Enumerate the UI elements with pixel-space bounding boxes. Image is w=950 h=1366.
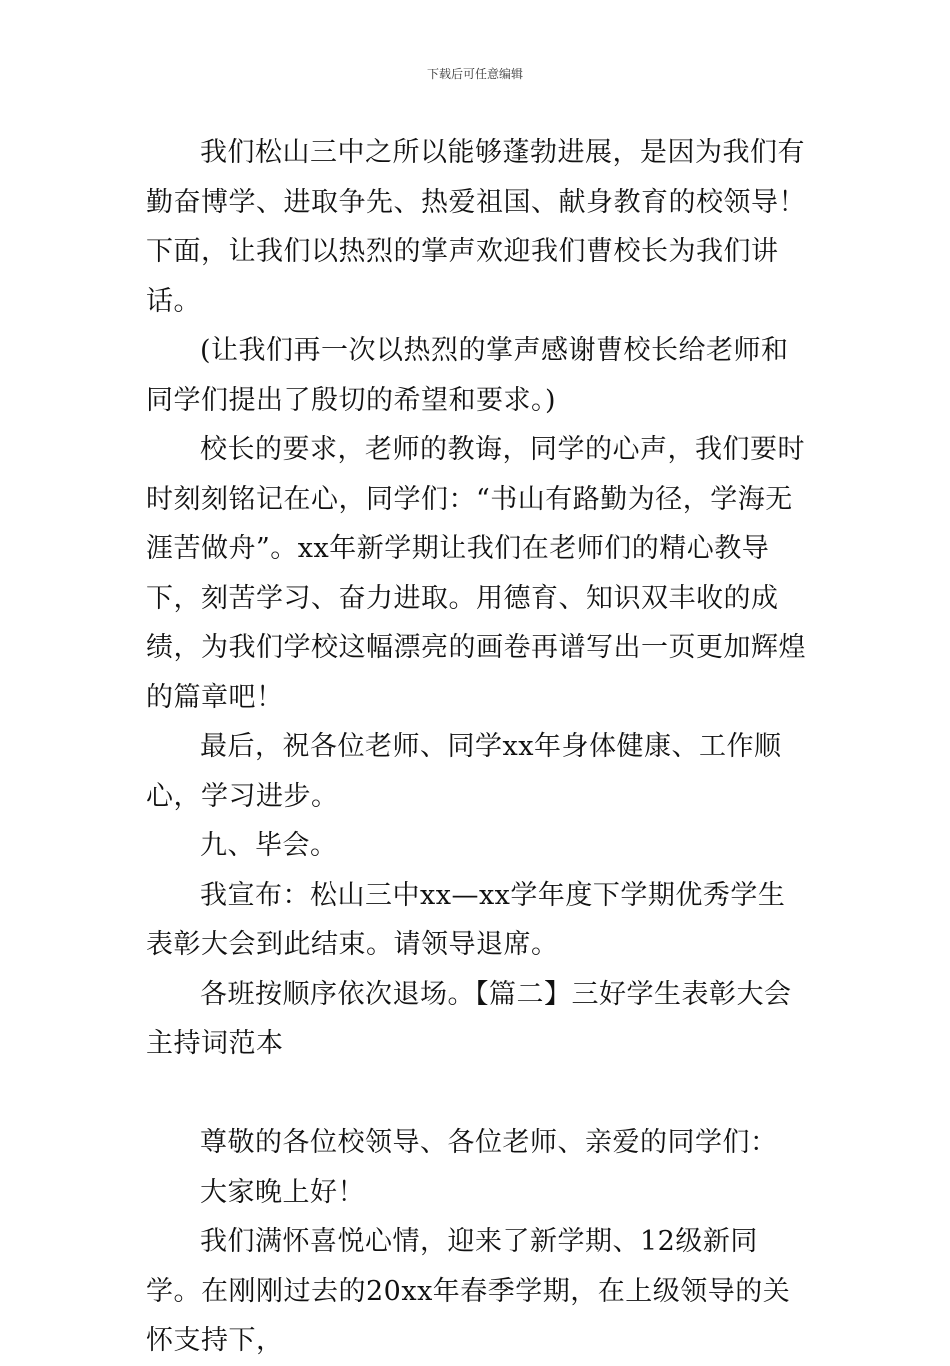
salutation: 尊敬的各位校领导、各位老师、亲爱的同学们： <box>200 1127 778 1158</box>
paragraph-4: 最后，祝各位老师、同学xx年身体健康、工作顺心，学习进步。 <box>146 731 782 812</box>
section-heading-closing: 九、毕会。 <box>200 830 338 861</box>
page-header-note: 下载后可任意编辑 <box>426 67 523 81</box>
document-body <box>146 128 808 1366</box>
paragraph-7: 我们满怀喜悦心情，迎来了新学期、12级新同学。在刚刚过去的20xx年春季学期，在上级领导的关怀支持下， <box>146 1226 791 1356</box>
paragraph-6: 各班按顺序依次退场。【篇二】三好学生表彰大会主持词范本 <box>146 978 792 1059</box>
greeting: 大家晚上好！ <box>200 1176 365 1208</box>
paragraph-1: 我们松山三中之所以能够蓬勃进展，是因为我们有勤奋博学、进取争先、热爱祖国、献身教育的校领导！下面，让我们以热烈的掌声欢迎我们曹校长为我们讲话。 <box>146 137 806 317</box>
paragraph-2: (让我们再一次以热烈的掌声感谢曹校长给老师和同学们提出了殷切的希望和要求。) <box>146 335 789 416</box>
section-gap <box>146 1069 808 1119</box>
paragraph-3: 校长的要求，老师的教诲，同学的心声，我们要时时刻刻铭记在心，同学们：“书山有路勤为径，学海无涯苦做舟”。xx年新学期让我们在老师们的精心教导下，刻苦学习、奋力进取。用德育、知识双丰收的成绩，为我们学校这幅漂亮的画卷再谱写出一页更加辉煌的篇章吧！ <box>146 434 806 713</box>
paragraph-5: 我宣布：松山三中xx—xx学年度下学期优秀学生表彰大会到此结束。请领导退席。 <box>146 879 786 960</box>
